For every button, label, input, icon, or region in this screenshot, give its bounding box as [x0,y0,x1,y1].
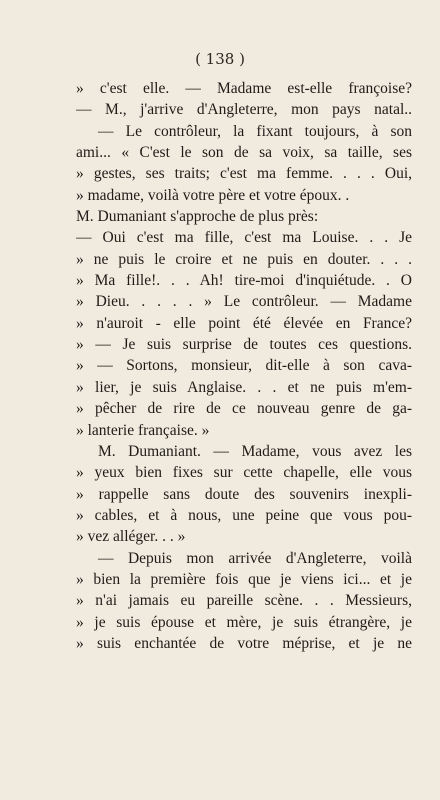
text-line: » je suis épouse et mère, je suis étrangère, je [76,613,412,631]
text-line: » ne puis le croire et ne puis en douter. . . . [76,250,412,268]
text-line: » n'auroit - elle point été élevée en France? [76,314,412,332]
text-line: » n'ai jamais eu pareille scène. . . Messieurs, [76,592,412,610]
text-line: » c'est elle. — Madame est-elle françoise? [76,80,412,97]
text-line: » vez alléger. . . » [76,528,186,546]
text-line: » cables, et à nous, une peine que vous pou- [76,506,412,524]
text-line: » rappelle sans doute des souvenirs inexpli- [76,485,412,503]
text-line: — M., j'arrive d'Angleterre, mon pays natal.. [76,101,412,119]
body-text [76,78,412,654]
text-line: » pêcher de rire de ce nouveau genre de ga- [76,400,412,418]
text-line: » yeux bien fixes sur cette chapelle, elle vous [76,464,412,482]
text-line: — Oui c'est ma fille, c'est ma Louise. . . Je [76,229,412,247]
text-line: » Dieu. . . . . » Le contrôleur. — Madame [76,293,412,311]
text-line: » lanterie française. » [76,421,210,439]
text-line: » gestes, ses traits; c'est ma femme. . . . Oui, [76,165,412,183]
text-line: — Le contrôleur, la fixant toujours, à son [98,122,412,140]
text-line: M. Dumaniant. — Madame, vous avez les [98,442,412,460]
text-line: » — Je suis surprise de toutes ces questions. [76,336,412,354]
text-line: » Ma fille!. . . Ah! tire-moi d'inquiétude. . O [76,272,412,290]
page-number: ( 138 ) [195,50,245,68]
text-line: — Depuis mon arrivée d'Angleterre, voilà [98,549,412,567]
text-line: » lier, je suis Anglaise. . . et ne puis m'em- [76,378,412,396]
text-line: M. Dumaniant s'approche de plus près: [76,208,319,226]
text-line: » suis enchantée de votre méprise, et je ne [76,634,412,652]
text-line: » bien la première fois que je viens ici... et je [76,570,412,588]
text-line: » — Sortons, monsieur, dit-elle à son cava- [76,357,412,375]
text-line: » madame, voilà votre père et votre époux. . [76,186,350,204]
text-line: ami... « C'est le son de sa voix, sa taille, ses [76,144,412,162]
